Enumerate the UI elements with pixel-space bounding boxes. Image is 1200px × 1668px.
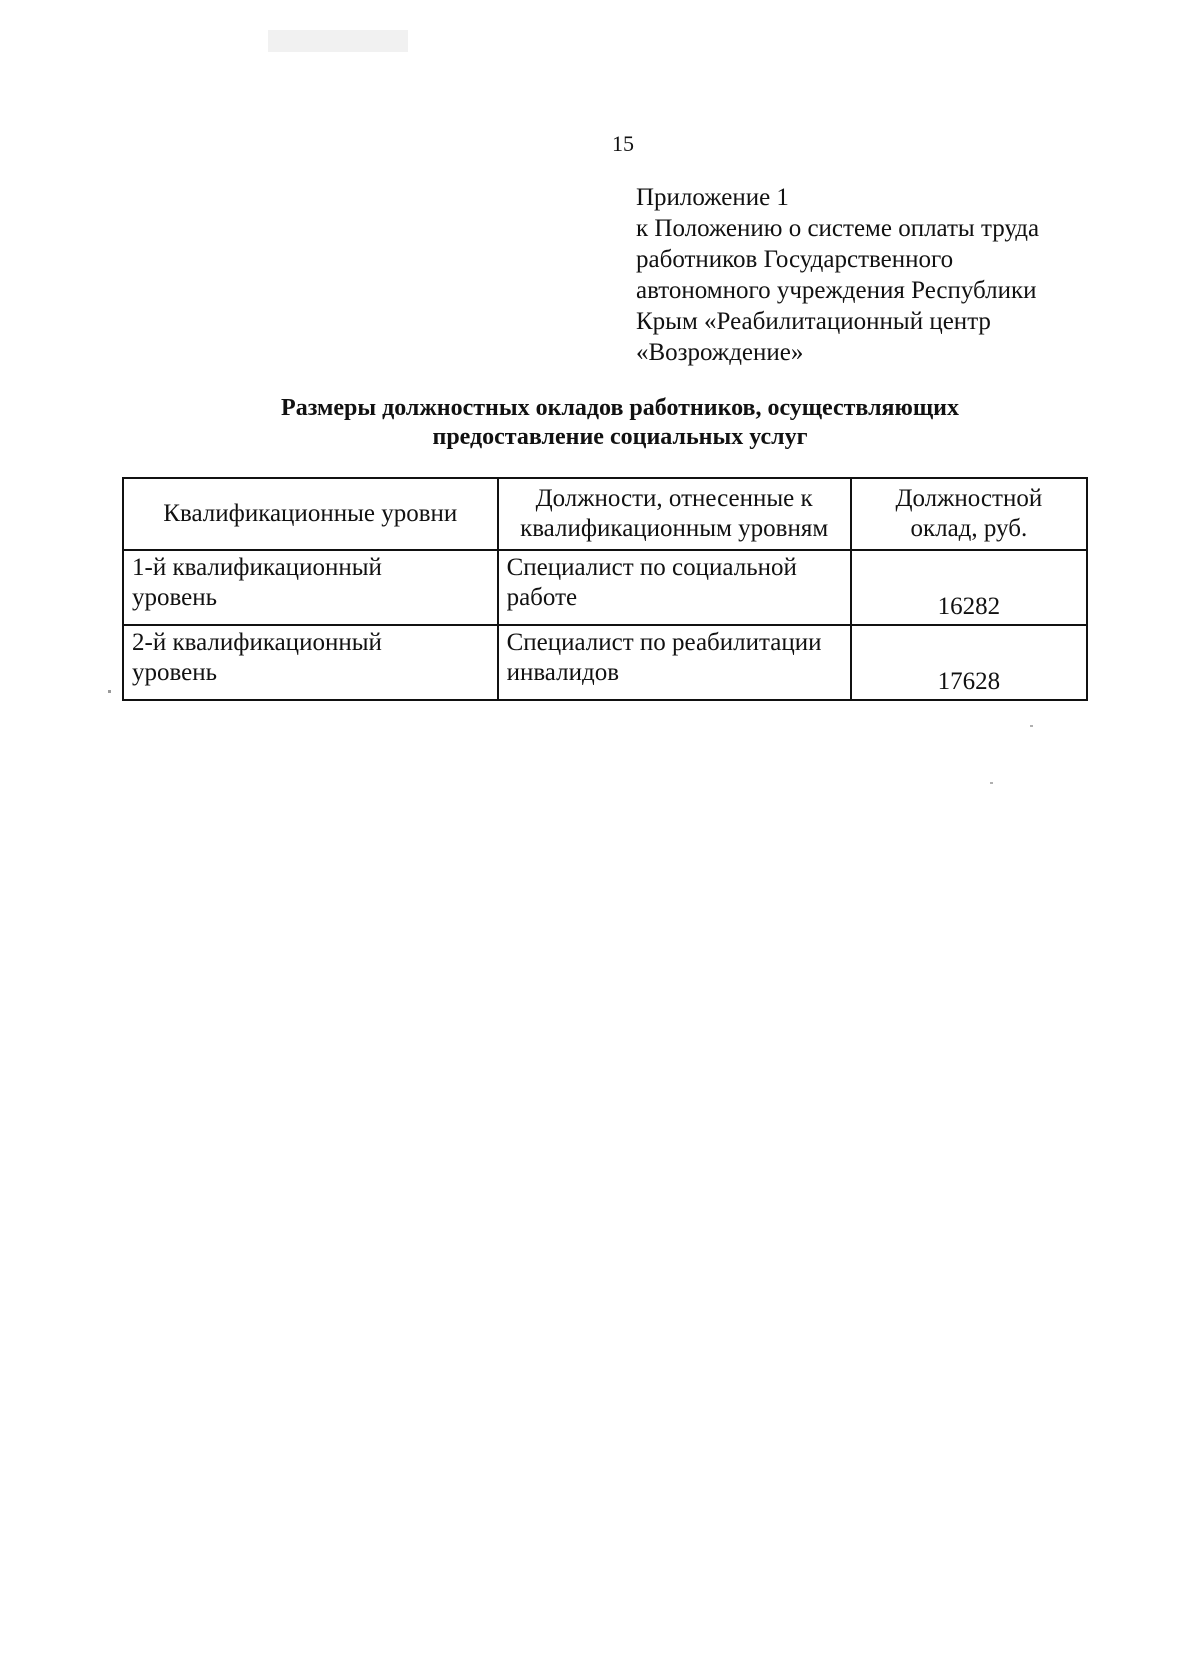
position-line: Специалист по социальной — [506, 554, 797, 581]
salary-value: 16282 — [937, 593, 1001, 620]
salary-value: 17628 — [937, 668, 1001, 695]
scan-artifact — [108, 690, 111, 693]
header-salary-line: оклад, руб. — [910, 515, 1028, 542]
level-line: 1-й квалификационный — [132, 554, 382, 581]
header-salary — [851, 478, 1087, 550]
appendix-line: работников Государственного — [636, 246, 954, 273]
appendix-line: «Возрождение» — [636, 339, 804, 366]
position-cell — [498, 550, 851, 625]
appendix-line: автономного учреждения Республики — [636, 277, 1037, 304]
position-line: инвалидов — [506, 659, 620, 686]
appendix-line: Приложение 1 — [636, 184, 789, 211]
level-line: уровень — [132, 659, 218, 686]
scan-artifact — [990, 782, 993, 784]
header-position — [498, 478, 851, 550]
page-number: 15 — [612, 131, 634, 156]
header-salary-line: Должностной — [895, 485, 1043, 512]
level-cell — [123, 550, 498, 625]
position-line: работе — [506, 584, 578, 611]
header-position-line: квалификационным уровням — [520, 515, 829, 542]
appendix-line: Крым «Реабилитационный центр — [636, 308, 991, 335]
position-line: Специалист по реабилитации — [506, 629, 822, 656]
document-title — [120, 394, 1120, 452]
table-row — [123, 625, 1087, 700]
header-position-line: Должности, отнесенные к — [535, 485, 813, 512]
title-line: Размеры должностных окладов работников, осуществляющих — [281, 395, 959, 421]
position-cell — [498, 625, 851, 700]
level-cell — [123, 625, 498, 700]
title-line: предоставление социальных услуг — [432, 424, 808, 450]
salary-table — [122, 477, 1088, 701]
header-level-label: Квалификационные уровни — [163, 500, 458, 527]
level-line: уровень — [132, 584, 218, 611]
salary-cell — [851, 625, 1087, 700]
header-level — [123, 478, 498, 550]
scan-artifact — [268, 30, 408, 52]
appendix-header — [636, 182, 1106, 368]
level-line: 2-й квалификационный — [132, 629, 382, 656]
salary-cell — [851, 550, 1087, 625]
table-header-row — [123, 478, 1087, 550]
scan-artifact — [1030, 725, 1033, 727]
appendix-line: к Положению о системе оплаты труда — [636, 215, 1040, 242]
table-row — [123, 550, 1087, 625]
